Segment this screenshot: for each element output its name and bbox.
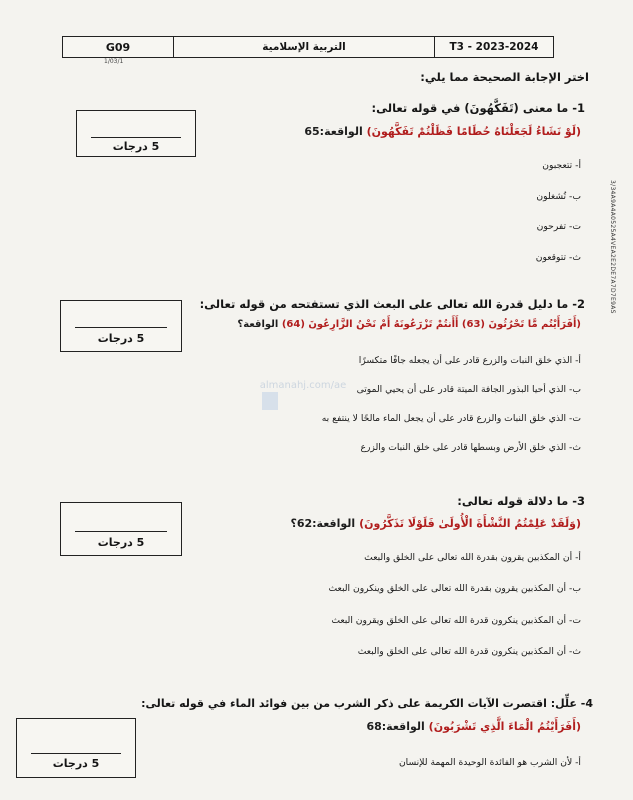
- q3-option-c[interactable]: ت- أن المكذبين ينكرون قدرة الله تعالى على الخلق ويقرون البعث: [331, 615, 581, 626]
- verse-ref: الواقعة:68: [366, 720, 425, 733]
- score-line: [75, 531, 167, 532]
- verse-ref: الواقعة:65: [304, 125, 363, 138]
- question-2-title: 2- ما دليل قدرة الله تعالى على البعث الذي تستفتحه من قوله تعالى:: [199, 297, 585, 311]
- verse-text: (أَفَرَأَيْتُمُ الْمَاءَ الَّذِي تَشْرَبُونَ): [428, 720, 581, 733]
- question-3-title: 3- ما دلالة قوله تعالى:: [457, 494, 585, 508]
- score-line: [75, 327, 167, 328]
- verse-text: (لَوْ نَشَاءُ لَجَعَلْنَاهُ حُطَامًا فَظَلْتُمْ تَفَكَّهُونَ): [366, 125, 581, 138]
- q1-option-c[interactable]: ت- تفرحون: [536, 221, 581, 232]
- score-box-q3: [60, 502, 182, 556]
- question-3-verse: [290, 517, 581, 530]
- question-4-title: 4- علِّل: اقتصرت الآيات الكريمة على ذكر الشرب من بين فوائد الماء في قوله تعالى:: [141, 697, 593, 710]
- subject-title: التربية الإسلامية: [174, 37, 435, 57]
- verse-ref: الواقعة؟: [237, 319, 279, 330]
- question-1-verse: [304, 125, 581, 138]
- side-barcode-text: 3/34A9A4A0525A4VEA2E2DE7A7D7E9AS: [609, 180, 616, 314]
- exam-header: [62, 36, 554, 58]
- q3-option-a[interactable]: أ- أن المكذبين يقرون بقدرة الله تعالى على الخلق والبعث: [364, 552, 581, 563]
- q3-option-d[interactable]: ث- أن المكذبين ينكرون قدرة الله تعالى على الخلق والبعث: [357, 646, 581, 657]
- q2-option-c[interactable]: ت- الذي خلق النبات والزرع قادر على أن يجعل الماء مالحًا لا ينتفع به: [321, 413, 581, 424]
- q3-option-b[interactable]: ب- أن المكذبين يقرون بقدرة الله تعالى على الخلق وينكرون البعث: [328, 583, 581, 594]
- score-line: [91, 137, 181, 138]
- term-label: T3 - 2023-2024: [449, 41, 539, 53]
- instruction: اختر الإجابة الصحيحة مما يلي:: [420, 70, 589, 84]
- score-box-q1: [76, 110, 196, 157]
- watermark-text: almanahj.com/ae: [259, 380, 347, 391]
- q2-option-a[interactable]: أ- الذي خلق النبات والزرع قادر على أن يجعله جافًا متكسرًا: [358, 355, 581, 366]
- verse-text: (وَلَقَدْ عَلِمْتُمُ النَّشْأَةَ الْأُولَىٰ فَلَوْلَا تَذَكَّرُونَ): [359, 517, 581, 530]
- q1-option-b[interactable]: ب- تُشغلون: [536, 191, 581, 202]
- score-label: 5 درجات: [112, 140, 160, 153]
- q1-option-d[interactable]: ث- تتوقعون: [535, 252, 581, 263]
- score-box-q4: [16, 718, 136, 778]
- score-label: 5 درجات: [52, 757, 100, 770]
- score-line: [31, 753, 121, 754]
- q1-option-a[interactable]: أ- تتعجبون: [542, 160, 581, 171]
- question-4-verse: [366, 720, 581, 733]
- sub-code: 1/03/1: [104, 58, 124, 65]
- question-1-title: 1- ما معنى (تَفَكَّهُونَ) في قوله تعالى:: [371, 101, 585, 115]
- score-label: 5 درجات: [97, 332, 145, 345]
- q2-option-b[interactable]: ب- الذي أحيا البذور الجافة الميتة قادر على أن يحيي الموتى: [356, 384, 581, 395]
- question-2-verse: [237, 319, 581, 330]
- verse-ref: الواقعة:62؟: [290, 517, 356, 530]
- score-label: 5 درجات: [97, 536, 145, 549]
- q2-option-d[interactable]: ث- الذي خلق الأرض وبسطها قادر على خلق النبات والزرع: [360, 442, 581, 453]
- verse-text: (أَفَرَأَيْتُم مَّا تَحْرُثُونَ (63) أَأَنتُمْ تَزْرَعُونَهُ أَمْ نَحْنُ الزَّارِعُونَ (64): [281, 319, 581, 330]
- score-box-q2: [60, 300, 182, 352]
- q4-option-a[interactable]: أ- لأن الشرب هو الفائدة الوحيدة المهمة للإنسان: [398, 757, 581, 768]
- grade-code: G09: [63, 37, 174, 57]
